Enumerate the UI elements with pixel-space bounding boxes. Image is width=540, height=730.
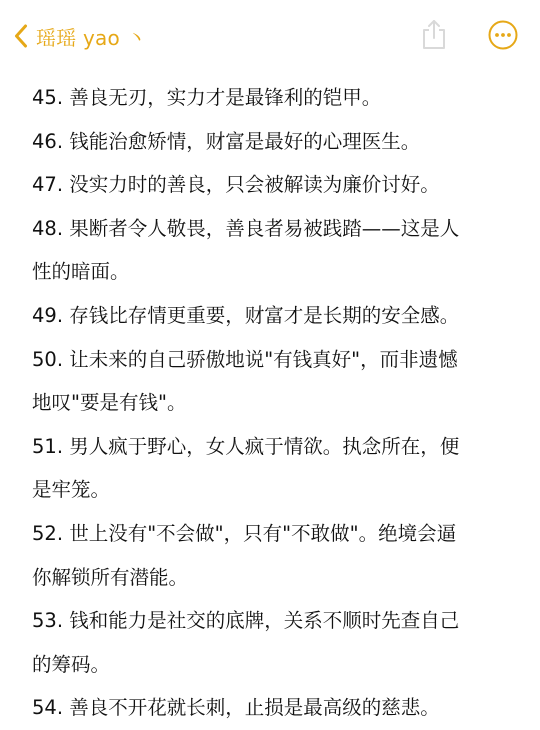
- note-line: 是牢笼。: [32, 478, 111, 502]
- chevron-left-icon: [14, 24, 28, 48]
- note-line: 性的暗面。: [32, 260, 130, 284]
- note-line: 53. 钱和能力是社交的底牌，关系不顺时先查自己: [32, 609, 460, 633]
- share-button[interactable]: [420, 18, 448, 50]
- note-line: 的筹码。: [32, 652, 111, 676]
- note-line: 54. 善良不开花就长刺，止损是最高级的慈悲。: [32, 696, 440, 720]
- share-icon: [420, 35, 448, 54]
- note-line: 49. 存钱比存情更重要，财富才是长期的安全感。: [32, 303, 460, 327]
- note-line: 地叹"要是有钱"。: [32, 391, 187, 415]
- more-icon: [488, 35, 518, 54]
- note-line: 51. 男人疯于野心，女人疯于情欲。执念所在，便: [32, 434, 460, 458]
- note-body[interactable]: [32, 76, 524, 730]
- back-button[interactable]: [14, 21, 147, 51]
- note-line: 45. 善良无刃，实力才是最锋利的铠甲。: [32, 86, 382, 109]
- note-line: 46. 钱能治愈矫情，财富是最好的心理医生。: [32, 129, 421, 153]
- more-button[interactable]: [488, 20, 518, 50]
- navigation-bar: [0, 0, 540, 70]
- note-line: 48. 果断者令人敬畏，善良者易被践踏——这是人: [32, 216, 460, 240]
- back-label: 瑶瑶 yao 丶: [36, 25, 147, 50]
- note-line: 47. 没实力时的善良，只会被解读为廉价讨好。: [32, 173, 440, 197]
- note-line: 你解锁所有潜能。: [32, 565, 189, 589]
- note-line: 52. 世上没有"不会做"，只有"不敢做"。绝境会逼: [32, 521, 457, 545]
- note-line: 50. 让未来的自己骄傲地说"有钱真好"，而非遗憾: [32, 347, 458, 371]
